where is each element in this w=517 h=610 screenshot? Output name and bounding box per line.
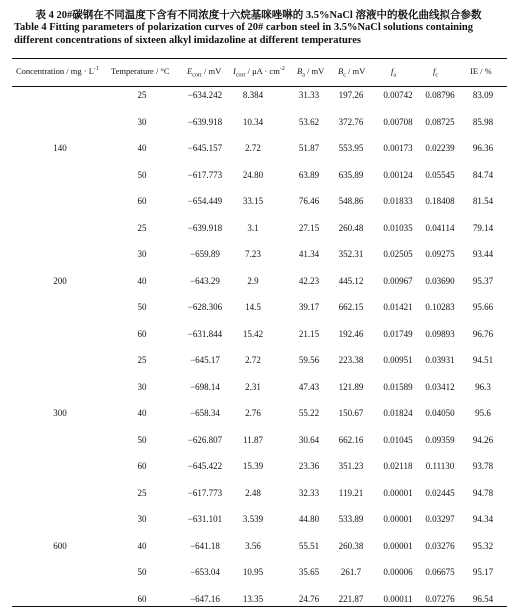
cell-temperature: 40 <box>137 540 147 551</box>
cell-icorr: 14.5 <box>245 302 261 312</box>
header-fc-symbol: f <box>433 66 436 76</box>
cell-icorr: 2.9 <box>247 275 259 286</box>
header-icorr <box>233 66 285 79</box>
cell-bc: 121.89 <box>338 381 364 392</box>
cell-temperature: 30 <box>137 514 147 524</box>
cell-fc: 0.09893 <box>425 328 455 339</box>
header-bc-unit: / mV <box>345 66 366 76</box>
table-caption-english-text: Fitting parameters of polarization curves of 20# carbon steel in 3.5%NaCl solutions containing different concentrations of sixteen alkyl imidazoline at different temperatures <box>14 22 473 46</box>
cell-bc: 223.38 <box>338 355 364 365</box>
header-bc-symbol: B <box>338 66 344 76</box>
cell-bc: 553.95 <box>338 143 364 153</box>
cell-ecorr: −617.773 <box>187 169 223 180</box>
cell-ie: 85.98 <box>472 116 494 127</box>
cell-bc: 260.38 <box>338 540 364 551</box>
cell-icorr: 15.39 <box>242 461 264 471</box>
cell-bc: 197.26 <box>338 90 364 100</box>
header-fa-symbol: f <box>391 66 394 76</box>
header-icorr-unit: / μA · cm <box>245 66 280 76</box>
cell-concentration: 300 <box>53 408 67 418</box>
cell-icorr: 11.87 <box>243 434 263 445</box>
cell-fc: 0.08796 <box>425 90 455 100</box>
cell-ie: 84.74 <box>472 169 494 180</box>
cell-ie: 79.14 <box>472 222 494 233</box>
cell-ba: 47.43 <box>298 381 320 392</box>
table-caption-chinese: 表 4 20#碳钢在不同温度下含有不同浓度十六烷基咪唑啉的 3.5%NaCl 溶液中的极化曲线拟合参数 <box>35 10 482 21</box>
header-fc <box>433 66 438 79</box>
cell-bc: 119.21 <box>338 487 364 498</box>
cell-bc: 662.15 <box>338 302 364 312</box>
header-bc-sub: c <box>343 72 346 79</box>
cell-fa: 0.00006 <box>383 567 413 577</box>
cell-icorr: 15.42 <box>242 328 264 339</box>
cell-bc: 533.89 <box>338 514 364 524</box>
header-ba-symbol: B <box>297 66 303 76</box>
cell-temperature: 40 <box>137 408 147 418</box>
table-header-rule <box>12 86 507 87</box>
cell-fc: 0.11130 <box>425 461 455 471</box>
header-fa-sub: a <box>393 72 397 79</box>
cell-bc: 351.23 <box>338 461 364 471</box>
cell-ba: 21.15 <box>298 328 320 339</box>
cell-temperature: 30 <box>137 249 147 259</box>
header-ecorr <box>187 66 221 79</box>
cell-ie: 95.37 <box>472 275 494 286</box>
cell-icorr: 33.15 <box>242 196 264 206</box>
cell-fa: 0.01045 <box>383 434 413 445</box>
cell-ba: 39.17 <box>298 302 320 312</box>
cell-fa: 0.01035 <box>383 222 413 233</box>
header-icorr-sub: corr <box>235 72 246 79</box>
cell-bc: 548.86 <box>338 196 364 206</box>
cell-ba: 41.34 <box>298 249 320 259</box>
cell-ba: 51.87 <box>298 143 320 153</box>
cell-fa: 0.00951 <box>383 355 413 365</box>
cell-fa: 0.00001 <box>383 487 413 498</box>
cell-ie: 83.09 <box>472 90 494 100</box>
cell-fa: 0.00967 <box>383 275 413 286</box>
cell-icorr: 24.80 <box>242 169 264 180</box>
header-concentration-text: Concentration / mg · L <box>16 66 94 76</box>
cell-ie: 93.78 <box>472 461 494 471</box>
header-ba-sub: a <box>302 72 305 79</box>
cell-ecorr: −641.18 <box>190 540 220 551</box>
cell-fc: 0.18408 <box>425 196 455 206</box>
cell-temperature: 60 <box>137 461 147 471</box>
header-temperature: Temperature / °C <box>111 66 170 76</box>
cell-icorr: 3.1 <box>247 222 259 233</box>
cell-fa: 0.00742 <box>383 90 413 100</box>
cell-ie: 94.26 <box>472 434 494 445</box>
cell-icorr: 2.72 <box>245 355 261 365</box>
cell-ecorr: −647.16 <box>190 593 220 604</box>
cell-fc: 0.03931 <box>425 355 455 365</box>
cell-ecorr: −639.918 <box>187 116 223 127</box>
cell-bc: 260.48 <box>338 222 364 233</box>
cell-ecorr: −626.807 <box>187 434 223 445</box>
cell-temperature: 60 <box>137 196 147 206</box>
cell-temperature: 50 <box>137 434 147 445</box>
cell-fa: 0.00001 <box>383 540 413 551</box>
cell-fa: 0.01589 <box>383 381 413 392</box>
cell-ba: 42.23 <box>298 275 320 286</box>
cell-ecorr: −698.14 <box>190 381 220 392</box>
table-bottom-rule <box>12 606 507 607</box>
cell-ba: 27.15 <box>298 222 320 233</box>
cell-fa: 0.01749 <box>383 328 413 339</box>
cell-fa: 0.00001 <box>383 514 413 524</box>
cell-temperature: 60 <box>137 328 147 339</box>
cell-fc: 0.03690 <box>425 275 455 286</box>
cell-fa: 0.02118 <box>383 461 413 471</box>
cell-ecorr: −643.29 <box>190 275 220 286</box>
cell-ecorr: −639.918 <box>187 222 223 233</box>
cell-ecorr: −658.34 <box>190 408 220 418</box>
cell-temperature: 30 <box>137 381 147 392</box>
cell-icorr: 2.31 <box>245 381 261 392</box>
header-fa <box>391 66 396 79</box>
header-ecorr-unit: / mV <box>201 66 222 76</box>
cell-fc: 0.09359 <box>425 434 455 445</box>
cell-ba: 63.89 <box>298 169 320 180</box>
cell-ecorr: −617.773 <box>187 487 223 498</box>
table-number: Table 4 <box>14 22 47 33</box>
cell-icorr: 2.76 <box>245 408 261 418</box>
cell-temperature: 25 <box>137 355 147 365</box>
cell-icorr: 10.95 <box>242 567 264 577</box>
cell-bc: 352.31 <box>338 249 364 259</box>
cell-ba: 59.56 <box>298 355 320 365</box>
cell-icorr: 3.539 <box>242 514 264 524</box>
cell-bc: 635.89 <box>338 169 364 180</box>
cell-ecorr: −634.242 <box>187 90 223 100</box>
cell-icorr: 7.23 <box>245 249 261 259</box>
cell-temperature: 60 <box>137 593 147 604</box>
cell-concentration: 140 <box>53 143 67 153</box>
cell-fa: 0.00124 <box>383 169 413 180</box>
cell-bc: 150.67 <box>338 408 364 418</box>
header-bc <box>338 66 365 79</box>
cell-fc: 0.10283 <box>425 302 455 312</box>
cell-ba: 55.51 <box>298 540 320 551</box>
cell-ie: 96.54 <box>472 593 494 604</box>
cell-ecorr: −653.04 <box>190 567 220 577</box>
cell-bc: 192.46 <box>338 328 364 339</box>
cell-ecorr: −645.422 <box>187 461 223 471</box>
cell-fc: 0.03297 <box>425 514 455 524</box>
cell-ie: 95.6 <box>475 408 491 418</box>
cell-temperature: 25 <box>137 222 147 233</box>
cell-fc: 0.02239 <box>425 143 455 153</box>
cell-ie: 96.3 <box>475 381 491 392</box>
cell-icorr: 8.384 <box>242 90 264 100</box>
cell-ecorr: −628.306 <box>187 302 223 312</box>
header-ba <box>297 66 324 79</box>
cell-concentration: 200 <box>53 275 67 286</box>
table-caption-english <box>14 21 506 47</box>
cell-ie: 95.17 <box>472 567 494 577</box>
cell-icorr: 13.35 <box>242 593 264 604</box>
cell-icorr: 2.72 <box>245 143 261 153</box>
cell-ba: 24.76 <box>298 593 320 604</box>
cell-ie: 94.51 <box>472 355 494 365</box>
cell-fc: 0.03276 <box>425 540 455 551</box>
cell-fa: 0.00173 <box>383 143 413 153</box>
cell-ecorr: −645.17 <box>190 355 220 365</box>
cell-bc: 261.7 <box>340 567 362 577</box>
cell-fa: 0.01824 <box>383 408 413 418</box>
cell-fc: 0.05545 <box>425 169 455 180</box>
cell-ecorr: −659.89 <box>190 249 220 259</box>
cell-fa: 0.00011 <box>383 593 413 604</box>
cell-temperature: 50 <box>137 302 147 312</box>
cell-temperature: 40 <box>137 143 147 153</box>
header-icorr-symbol: I <box>233 66 236 76</box>
cell-temperature: 50 <box>137 169 147 180</box>
cell-fa: 0.00708 <box>383 116 413 127</box>
cell-ba: 44.80 <box>298 514 320 524</box>
header-fc-sub: c <box>435 72 439 79</box>
cell-temperature: 50 <box>137 567 147 577</box>
cell-fa: 0.01421 <box>383 302 413 312</box>
cell-fc: 0.04114 <box>425 222 455 233</box>
header-ie: IE / % <box>470 66 492 76</box>
header-ba-unit: / mV <box>304 66 325 76</box>
cell-ie: 96.76 <box>472 328 494 339</box>
header-ecorr-symbol: E <box>187 66 193 76</box>
cell-fa: 0.02505 <box>383 249 413 259</box>
cell-temperature: 25 <box>137 90 147 100</box>
cell-ba: 32.33 <box>298 487 320 498</box>
cell-ie: 94.34 <box>472 514 494 524</box>
cell-ie: 96.36 <box>472 143 494 153</box>
cell-ba: 35.65 <box>298 567 320 577</box>
table-top-rule <box>12 58 507 59</box>
cell-fc: 0.04050 <box>425 408 455 418</box>
cell-ba: 76.46 <box>298 196 320 206</box>
cell-fc: 0.09275 <box>425 249 455 259</box>
cell-ecorr: −631.101 <box>187 514 223 524</box>
cell-fc: 0.07276 <box>425 593 455 604</box>
cell-icorr: 10.34 <box>242 116 264 127</box>
cell-icorr: 2.48 <box>245 487 261 498</box>
cell-temperature: 25 <box>137 487 147 498</box>
cell-icorr: 3.56 <box>245 540 261 551</box>
cell-ba: 23.36 <box>298 461 320 471</box>
header-ecorr-sub: corr <box>192 72 202 79</box>
cell-bc: 372.76 <box>338 116 364 127</box>
cell-ie: 94.78 <box>472 487 494 498</box>
cell-bc: 445.12 <box>338 275 364 286</box>
cell-ie: 81.54 <box>472 196 494 206</box>
cell-fa: 0.01833 <box>383 196 413 206</box>
cell-concentration: 600 <box>53 540 67 551</box>
cell-bc: 221.87 <box>338 593 364 604</box>
cell-fc: 0.08725 <box>425 116 455 127</box>
cell-ba: 53.62 <box>298 116 320 127</box>
cell-ie: 95.32 <box>472 540 494 551</box>
cell-ie: 93.44 <box>472 249 494 259</box>
cell-ie: 95.66 <box>472 302 494 312</box>
header-concentration-sup: -1 <box>93 66 99 73</box>
cell-ba: 31.33 <box>298 90 320 100</box>
cell-ecorr: −631.844 <box>187 328 223 339</box>
cell-temperature: 30 <box>137 116 147 127</box>
cell-ecorr: −654.449 <box>187 196 223 206</box>
cell-fc: 0.06675 <box>425 567 455 577</box>
header-icorr-sup: -2 <box>279 66 285 73</box>
header-concentration <box>16 66 99 76</box>
cell-bc: 662.16 <box>338 434 364 445</box>
cell-fc: 0.02445 <box>425 487 455 498</box>
cell-ba: 55.22 <box>298 408 320 418</box>
cell-ba: 30.64 <box>298 434 320 445</box>
cell-fc: 0.03412 <box>425 381 455 392</box>
cell-temperature: 40 <box>137 275 147 286</box>
cell-ecorr: −645.157 <box>187 143 223 153</box>
